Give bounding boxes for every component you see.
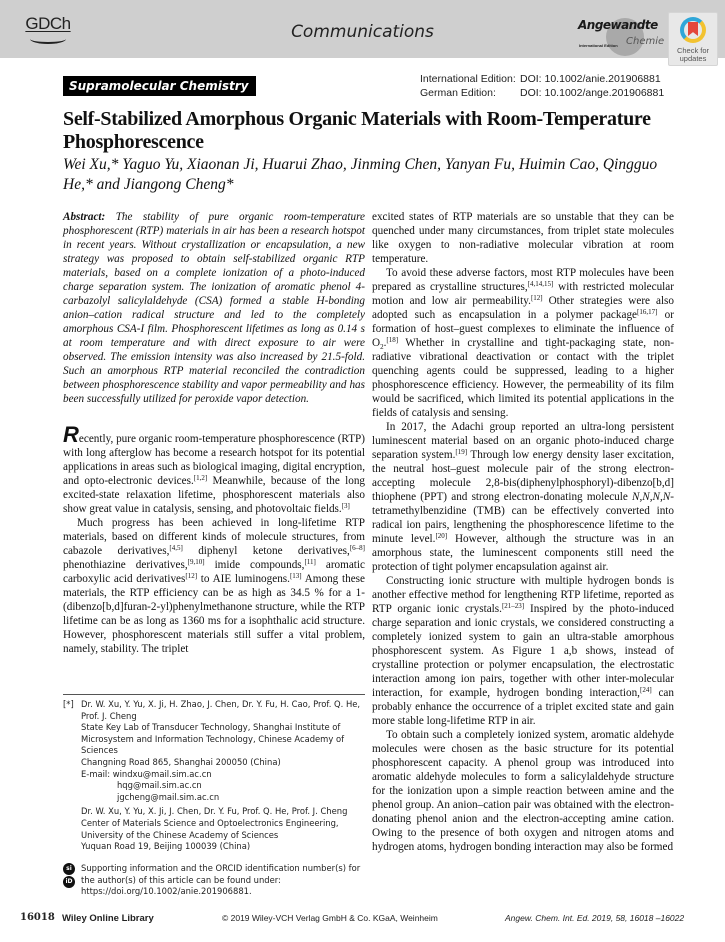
drop-cap: R (63, 422, 79, 447)
email-link[interactable]: E-mail: windxu@mail.sim.ac.cn (81, 768, 212, 779)
supporting-info: si iD Supporting information and the ORCID identification number(s) for the author(s) of this article can be found under: https://doi.org/10.1002/anie.201906881. (63, 863, 373, 898)
paragraph: Recently, pure organic room-temperature phosphorescence (RTP) with long afterglow has become a research hotspot for its potential applications in areas such as biological imaging, digital encryption, and opto-electronic devices.[1,2] Meanwhile, because of the long excited-state relaxation lifetime, phosphorescent materials also show great value in catalysis, sensing, and photovoltaic fields.[3] (63, 422, 366, 515)
doi-row-german: German Edition: DOI: 10.1002/ange.201906881 (420, 87, 665, 99)
reference-link[interactable]: [12] (185, 572, 198, 580)
category-label: Supramolecular Chemistry (63, 76, 256, 96)
reference-link[interactable]: [4,5] (169, 544, 183, 552)
section-title: Communications (291, 22, 434, 42)
reference-link[interactable]: [12] (530, 294, 543, 302)
journal-header (0, 0, 725, 58)
orcid-icon: iD (63, 876, 75, 888)
reference-link[interactable]: [3] (341, 502, 350, 510)
reference-link[interactable]: [16,17] (637, 308, 658, 316)
paragraph: excited states of RTP materials are so unstable that they can be quenched under many circumstances, from triplet state molecules like oxygen to non-radiative molecular vibration at room temperature. (372, 211, 674, 265)
reference-link[interactable]: [18] (386, 336, 399, 344)
email-link[interactable]: jgcheng@mail.sim.ac.cn (117, 791, 220, 802)
reference-link[interactable]: [19] (455, 448, 468, 456)
reference-link[interactable]: [6–8] (349, 544, 365, 552)
abstract-label: Abstract: (63, 211, 106, 223)
angewandte-logo: Angewandte International Edition Chemie (578, 16, 663, 56)
reference-link[interactable]: [13] (289, 572, 302, 580)
doi-block (420, 72, 664, 100)
supporting-info-link[interactable]: https://doi.org/10.1002/anie.201906881. (81, 886, 252, 897)
article-title: Self-Stabilized Amorphous Organic Materials with Room-Temperature Phosphorescence (63, 108, 651, 153)
journal-citation: Angew. Chem. Int. Ed. 2019, 58, 16018 –16022 (505, 913, 685, 923)
supporting-info-icon: si (63, 863, 75, 875)
reference-link[interactable]: [9,10] (187, 558, 205, 566)
reference-link[interactable]: [1,2] (193, 474, 208, 482)
footnote-divider (63, 694, 365, 695)
abstract-text: The stability of pure organic room-temperature phosphorescent (RTP) materials in air has been a research hotspot in recent years. Without crystallization or encapsulation, a new strategy was proposed to obtain self-stabilized organic RTP materials, based on a complete ionization of a photo-induced charge separation system. The ionization of aromatic phenol 4-carbazolyl salicylaldehyde (CSA) formed a stable H-bonding anion–cation radical structure and led to the completely amorphous CSA-I film. Phosphorescent lifetimes as long as 0.14 s at room temperature and with direct exposure to air were observed. The emission intensity was also increased by 21.5-fold. Such an amorphous RTP material reconciled the contradiction between phosphorescence stability and vapor permeability and has been successfully utilized for peroxide vapor detection. (63, 211, 365, 405)
affiliations: [*] Dr. W. Xu, Y. Yu, X. Ji, H. Zhao, J. Chen, Dr. Y. Fu, H. Cao, Prof. Q. He, Prof. J. Cheng State Key Lab of Transducer Technology, Shanghai Institute of Microsystem and Information Technology, Chinese Academy of Sciences Changning Road 865, Shanghai 200050 (China) E-mail: windxu@mail.sim.ac.cn hqg@mail.sim.ac.cn jgcheng@mail.sim.ac.cn Dr. W. Xu, Y. Yu, X. Ji, J. Chen, Dr. Y. Fu, Prof. Q. He, Prof. J. Cheng Center of Materials Science and Optoelectronics Engineering, University of the Chinese Academy of Sciences Yuquan Road 19, Beijing 100039 (China) (63, 699, 373, 853)
doi-link[interactable]: DOI: 10.1002/anie.201906881 (520, 73, 661, 85)
body-column-right (372, 210, 674, 854)
paragraph: To avoid these adverse factors, most RTP molecules have been prepared as crystalline structures,[4,14,15] with restricted molecular motion and low air permeability.[12] Other strategies were also adopted such as encapsulation in a polymer package[16,17] or formation of host–guest complexes to eliminate the influence of $O_2.[18]$ Whether in crystalline and tight-packaging state, non-radiative vibrational deactivation or contact with the triplet quenching agents could be suppressed, leading to a higher phosphorescence efficiency. However, the permeability of its film would be sacrificed, which limited its potential applications in the fields of catalysis and sensing. (372, 267, 675, 419)
doi-row-international: International Edition: DOI: 10.1002/anie.201906881 (420, 73, 661, 85)
author-list: Wei Xu,* Yaguo Yu, Xiaonan Ji, Huarui Zhao, Jinming Chen, Yanyan Fu, Huimin Cao, Qingguo He,* and Jiangong Cheng* (63, 156, 658, 193)
reference-link[interactable]: [20] (435, 532, 448, 540)
body-column-left (63, 422, 366, 656)
paragraph: In 2017, the Adachi group reported an ultra-long persistent luminescent material based on an organic photo-induced charge separation system.[19] Through low energy density laser excitation, the neutral host–guest molecule pair of the strong electron-accepting molecule 2,8-bis(diphenylphosphoryl)-dibenzo[b,d] thiophene (PPT) and strong electron-donating molecule N,N,N,N-tetramethylbenzidine (TMB) can be effectively converted into radical ion pairs, lengthening the phosphorescence lifetime to the minute level.[20] However, although the structure was in an amorphous state, the luminescent components still need the protection of tight polymer encapsulation against air. (372, 421, 674, 573)
email-link[interactable]: hqg@mail.sim.ac.cn (117, 780, 202, 791)
reference-link[interactable]: [11] (304, 558, 316, 566)
gdch-logo: GDCh (22, 14, 74, 46)
paragraph: Constructing ionic structure with multiple hydrogen bonds is another effective method for lengthening RTP lifetime, reported as RTP organic ionic crystals.[21–23] Inspired by the photo-induced charge separation and ionic crystals, we considered constructing a completely ionized system to gain an ultra-stable amorphous phosphorescent system. As Figure 1 a,b shows, instead of crystalline protection or polymer encapsulation, the electrostatic interaction among ion pairs, together with other inter-molecular interaction, for example, hydrogen bonding interaction,[24] can probably enhance the occurrence of a triplet excited state and gain more stable long-lifetime RTP in air. (372, 575, 674, 727)
page-number: 16018 (20, 912, 55, 923)
corresponding-mark: [*] (63, 699, 74, 709)
paragraph: Much progress has been achieved in long-lifetime RTP materials, based on different kinds of molecule structures, from cabazole derivatives,[4,5] diphenyl ketone derivatives,[6–8] phenothiazine derivatives,[9,10] imide compounds,[11] aromatic carboxylic acid derivatives[12] to AIE luminogens.[13] Among these materials, the RTP efficiency can be as high as 34.5 % for a 1-(dibenzo[b,d]furan-2-yl)phenylmethanone structure, while the RTP lifetime can be as long as 1360 ms for a isophthalic acid structure. However, phosphorescent materials still suffer a vital problem, namely, stability. The triplet (63, 517, 365, 655)
copyright: © 2019 Wiley-VCH Verlag GmbH & Co. KGaA, Weinheim (222, 913, 438, 923)
doi-link[interactable]: DOI: 10.1002/ange.201906881 (520, 87, 665, 99)
reference-link[interactable]: [21–23] (501, 602, 525, 610)
reference-link[interactable]: [4,14,15] (527, 280, 554, 288)
reference-link[interactable]: [24] (639, 686, 652, 694)
wiley-online-library-link[interactable]: Wiley Online Library (62, 913, 154, 924)
page-footer (0, 912, 725, 932)
abstract (63, 210, 365, 406)
paragraph: To obtain such a completely ionized system, aromatic aldehyde molecules were chosen as the basic structure for its potential phosphorescent capacity. A phenol group was introduced into aromatic aldehyde molecules to form a salicylaldehyde structure for the ionization upon a simple reaction between amine and the phenol group. An anion–cation pair was obtained with the electron-donating phenol anion and the electron-accepting amine cation. Owing to the presence of both oxygen and nitrogen atoms and hydrogen atoms, hydrogen bonding interaction may also be formed (372, 729, 674, 853)
check-for-updates-button[interactable]: Check for updates (668, 12, 718, 66)
